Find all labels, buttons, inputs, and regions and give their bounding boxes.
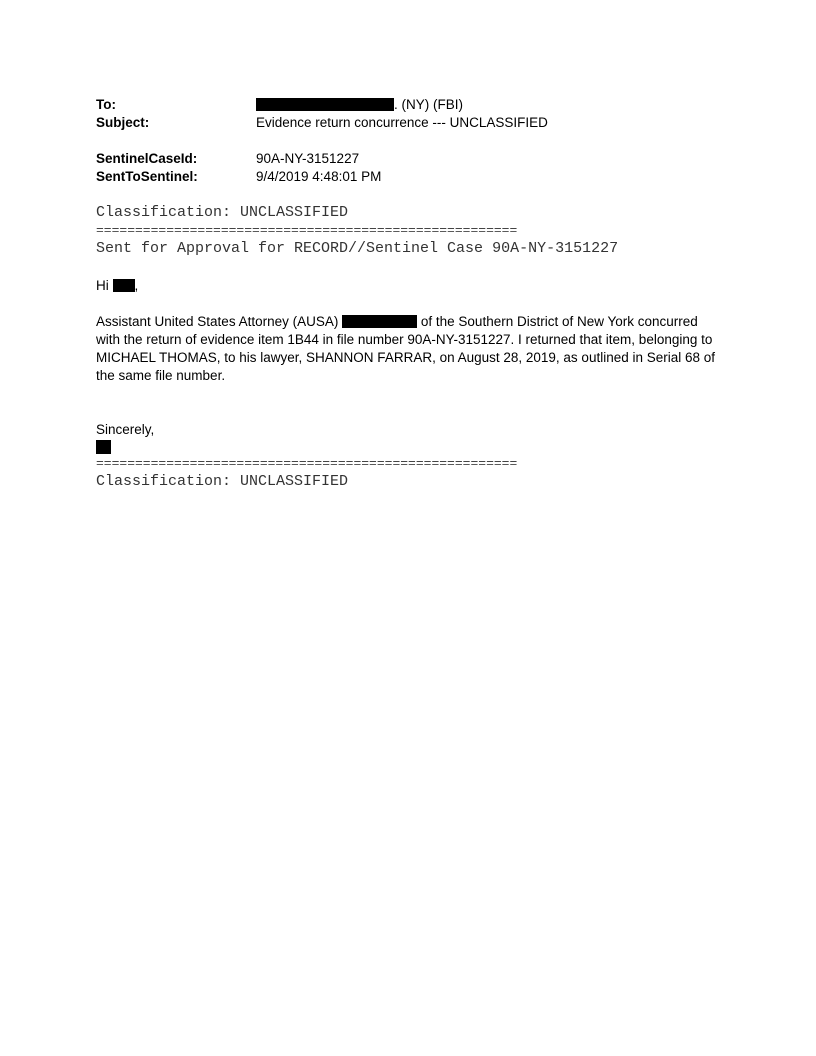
sentinel-case-id-value: 90A-NY-3151227 — [256, 151, 360, 166]
separator-top: ====================================================== — [96, 225, 518, 237]
sentinel-case-id-label: SentinelCaseId: — [96, 151, 198, 166]
body-paragraph — [96, 313, 718, 385]
sent-to-sentinel-label: SentToSentinel: — [96, 169, 198, 184]
signature-redaction-box — [96, 440, 111, 454]
classification-bottom: Classification: UNCLASSIFIED — [96, 473, 349, 490]
subject-value: Evidence return concurrence --- UNCLASSIFIED — [256, 115, 548, 130]
approval-line: Sent for Approval for RECORD//Sentinel Case 90A-NY-3151227 — [96, 240, 619, 257]
greeting — [96, 277, 718, 295]
subject-label: Subject: — [96, 115, 150, 130]
redaction-box — [256, 98, 394, 111]
closing: Sincerely, — [96, 422, 155, 437]
redaction-box — [342, 315, 417, 328]
paragraph-part-1: Assistant United States Attorney (AUSA) — [96, 314, 339, 329]
to-label: To: — [96, 97, 116, 112]
greeting-suffix: , — [134, 278, 139, 293]
separator-bottom: ====================================================== — [96, 458, 518, 470]
paragraph-part-2: of the Southern District of New York concurred with the return of evidence item 1B44 in file number 90A-NY-3151227. I returned that item, belonging to MICHAEL THOMAS, to his lawyer, SHANNON FARRAR, on August 28, 2019, as outlined in Serial 68 of the same file number. — [96, 314, 716, 383]
to-value-suffix: . (NY) (FBI) — [394, 97, 463, 112]
greeting-prefix: Hi — [96, 278, 109, 293]
to-value — [256, 96, 463, 114]
sent-to-sentinel-value: 9/4/2019 4:48:01 PM — [256, 169, 382, 184]
redaction-box — [113, 279, 135, 292]
classification-top: Classification: UNCLASSIFIED — [96, 204, 349, 221]
